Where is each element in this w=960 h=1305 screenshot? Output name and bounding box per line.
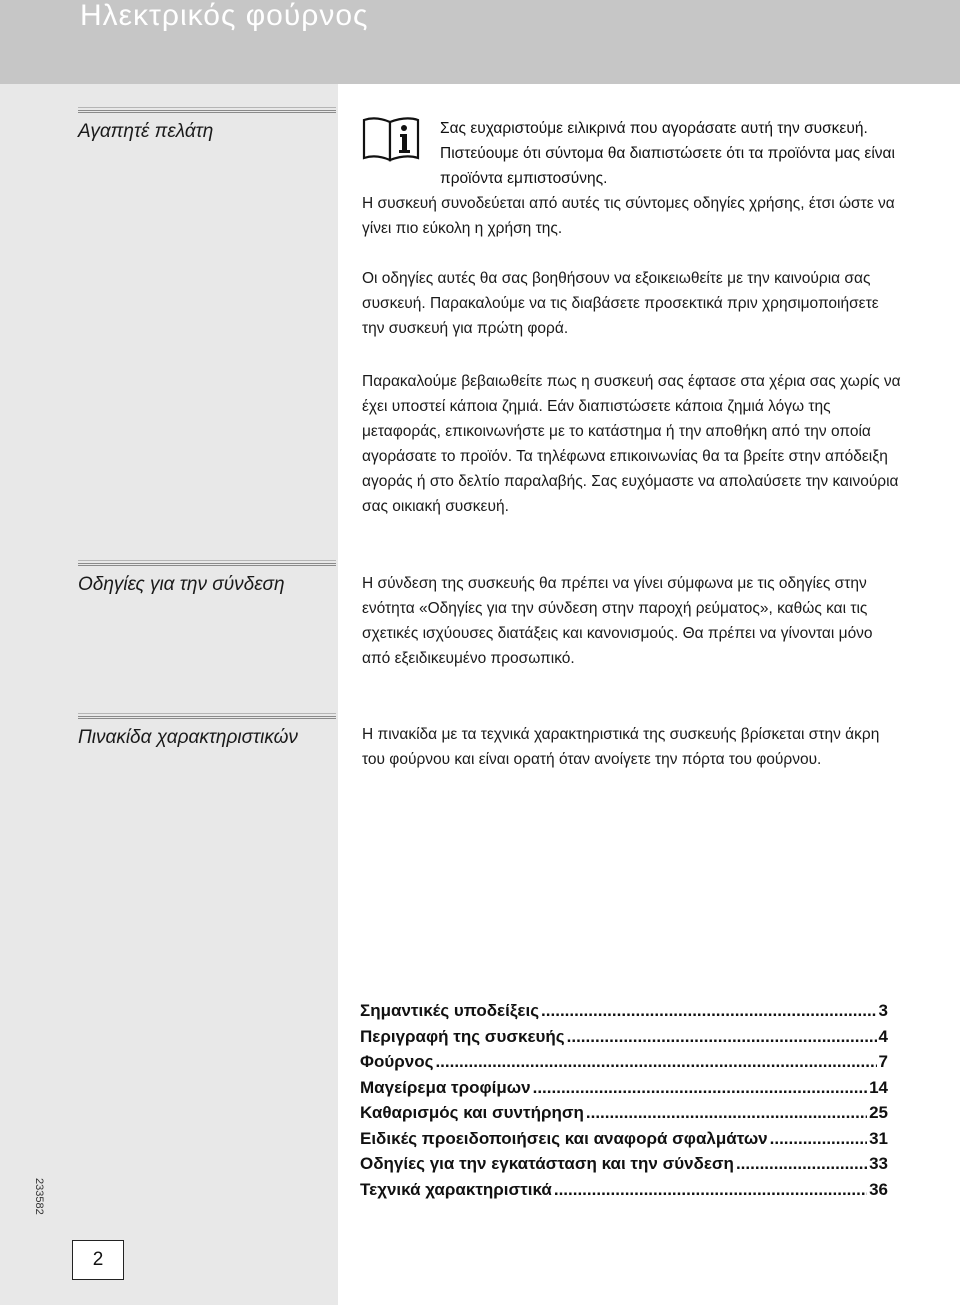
intro-lead-text: Σας ευχαριστούμε ειλικρινά που αγοράσατε αυτή την συσκευή. Πιστεύουμε ότι σύντομα θα διαπιστώσετε ότι τα προϊόντα μας είναι προϊόντα εμπιστοσύνης. <box>440 120 895 187</box>
toc-leader-dots <box>736 1151 867 1177</box>
toc-entry-page: 25 <box>869 1103 888 1122</box>
toc-entry[interactable] <box>360 1024 888 1050</box>
section-heading-dear-customer: Αγαπητέ πελάτη <box>78 110 336 144</box>
toc-entry-label: Φούρνος <box>360 1052 434 1071</box>
intro-rest-text: Η συσκευή συνοδεύεται από αυτές τις σύντομες οδηγίες χρήσης, έτσι ώστε να γίνει πιο εύκολη η χρήση της. <box>362 195 895 237</box>
toc-entry[interactable] <box>360 1075 888 1101</box>
toc-entry[interactable] <box>360 1049 888 1075</box>
toc-entry-label: Σημαντικές υποδείξεις <box>360 1001 540 1020</box>
toc-entry[interactable] <box>360 1126 888 1152</box>
document-code: 233582 <box>33 1178 45 1215</box>
section-heading-connection: Οδηγίες για την σύνδεση <box>78 563 336 597</box>
toc-entry-page: 4 <box>878 1026 888 1046</box>
toc-leader-dots <box>567 1024 877 1050</box>
page-title: Ηλεκτρικός φούρνος <box>80 0 369 32</box>
toc-entry[interactable] <box>360 1177 888 1203</box>
toc-entry[interactable] <box>360 1151 888 1177</box>
toc-entry-page: 14 <box>869 1077 888 1097</box>
info-book-icon <box>360 114 422 166</box>
toc-entry-page: 3 <box>878 1001 888 1020</box>
connection-text: Η σύνδεση της συσκευής θα πρέπει να γίνει σύμφωνα με τις οδηγίες στην ενότητα «Οδηγίες για την σύνδεση στην παροχή ρεύματος», καθώς και τις σχετικές ισχύουσες διατάξεις και κανονισμούς. Θα πρέπει να γίνονται μόνο από εξειδικευμένο προσωπικό. <box>362 575 873 667</box>
paragraph-familiarize: Οι οδηγίες αυτές θα σας βοηθήσουν να εξοικειωθείτε με την καινούρια σας συσκευή. Παρακαλούμε να τις διαβάσετε προσεκτικά πριν χρησιμοποιήσετε την συσκευή για πρώτη φορά. <box>362 270 879 337</box>
section-heading-rating-plate: Πινακίδα χαρακτηριστικών <box>78 716 336 750</box>
toc-leader-dots <box>533 1075 867 1101</box>
toc-entry-page: 33 <box>869 1154 888 1173</box>
toc-entry-page: 36 <box>869 1179 888 1199</box>
toc-entry-label: Καθαρισμός και συντήρηση <box>360 1103 584 1122</box>
toc-entry-label: Τεχνικά χαρακτηριστικά <box>360 1179 552 1199</box>
toc-entry[interactable] <box>360 1100 888 1126</box>
toc-entry-label: Μαγείρεμα τροφίμων <box>360 1077 531 1097</box>
toc-entry-label: Ειδικές προειδοποιήσεις και αναφορά σφαλμάτων <box>360 1128 768 1148</box>
toc-entry-page: 31 <box>869 1128 888 1148</box>
rating-plate-text: Η πινακίδα με τα τεχνικά χαρακτηριστικά της συσκευής βρίσκεται στην άκρη του φούρνου και είναι ορατή όταν ανοίγετε την πόρτα του φούρνου. <box>362 726 880 768</box>
toc-leader-dots <box>770 1126 867 1152</box>
toc-leader-dots <box>586 1100 867 1126</box>
sidebar-panel <box>0 84 338 1305</box>
toc-entry-label: Περιγραφή της συσκευής <box>360 1026 565 1046</box>
toc-entry-page: 7 <box>878 1052 888 1071</box>
header-bar <box>0 0 960 84</box>
toc-entry-label: Οδηγίες για την εγκατάσταση και την σύνδεση <box>360 1154 734 1173</box>
toc-entry[interactable] <box>360 998 888 1024</box>
toc-leader-dots <box>541 998 876 1024</box>
paragraph-damage-check: Παρακαλούμε βεβαιωθείτε πως η συσκευή σας έφτασε στα χέρια σας χωρίς να έχει υποστεί κάποια ζημιά. Εάν διαπιστώσετε κάποια ζημιά λόγω της μεταφοράς, επικοινωνήστε με το κατάστημα ή την αποθήκη από την οποία αγοράσατε το προϊόν. Τα τηλέφωνα επικοινωνίας θα τα βρείτε στην απόδειξη αγοράς ή στο δελτίο παραλαβής. Σας ευχόμαστε να απολαύσετε την καινούρια σας οικιακή συσκευή. <box>362 373 901 515</box>
toc-leader-dots <box>554 1177 867 1203</box>
toc-leader-dots <box>435 1049 876 1075</box>
page-number: 2 <box>72 1240 124 1280</box>
table-of-contents <box>360 998 888 1202</box>
